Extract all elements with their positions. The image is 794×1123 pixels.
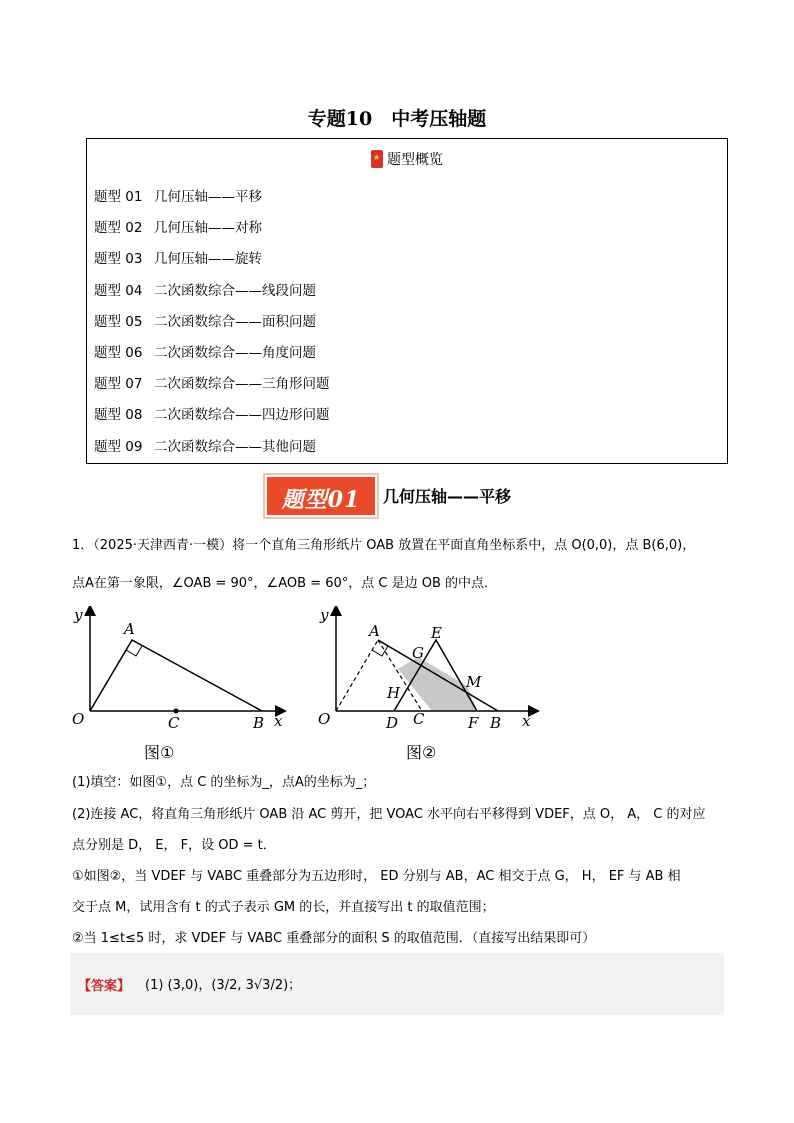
label-h: H (387, 684, 401, 702)
question-part-2a: (2)连接 AC，将直角三角形纸片 OAB 沿 AC 剪开，把 VOAC 水平向右平移得到 VDEF，点 O， A， C 的对应 (72, 807, 706, 822)
question-part-3b: 交于点 M，试用含有 t 的式子表示 GM 的长，并直接写出 t 的取值范围； (72, 900, 495, 915)
item-text: 二次函数综合——角度问题 (154, 344, 316, 361)
figure-2 (318, 606, 534, 762)
overview-list (94, 187, 330, 468)
label-a: A (124, 620, 135, 638)
list-item (94, 374, 330, 405)
label-x: x (522, 712, 531, 730)
section-title: 几何压轴——平移 (383, 487, 512, 506)
list-item (94, 312, 330, 343)
item-text: 二次函数综合——三角形问题 (154, 376, 330, 393)
item-text: 几何压轴——旋转 (154, 251, 262, 268)
item-text: 二次函数综合——面积问题 (154, 313, 316, 330)
label-y: y (320, 606, 329, 624)
list-item (94, 281, 330, 312)
item-text: 二次函数综合——其他问题 (154, 438, 316, 455)
label-y: y (74, 606, 83, 624)
book-icon (371, 150, 383, 168)
label-g: G (412, 644, 424, 662)
overview-heading (87, 149, 727, 169)
label-o: O (318, 710, 331, 728)
item-text: 几何压轴——对称 (154, 220, 262, 237)
answer-label: 【答案】 (78, 979, 131, 994)
label-d: D (386, 714, 399, 732)
list-item (94, 187, 330, 218)
label-b: B (490, 714, 502, 732)
question-part-3a: ①如图②，当 VDEF 与 VABC 重叠部分为五边形时， ED 分别与 AB，AC 相交于点 G， H， EF 与 AB 相 (72, 869, 681, 884)
list-item (94, 343, 330, 374)
figure-2-caption: 图② (406, 743, 437, 762)
section-badge-text: 题型01 (281, 487, 361, 513)
item-number: 题型 06 (94, 344, 143, 361)
question-line-2: 点A在第一象限，∠OAB = 90°，∠AOB = 60°，点 C 是边 OB 的中点． (72, 576, 497, 591)
item-number: 题型 09 (94, 438, 143, 455)
triangle-oab (90, 640, 262, 711)
item-number: 题型 07 (94, 376, 143, 393)
answer-value: (1) (3,0)，(3/2, 3√3/2)； (145, 978, 302, 993)
label-b: B (253, 714, 265, 732)
label-c: C (168, 714, 180, 732)
label-c: C (413, 710, 425, 728)
label-f: F (468, 714, 479, 732)
question-part-2b: 点分别是 D， E， F，设 OD = t． (72, 838, 276, 853)
item-number: 题型 02 (94, 220, 143, 237)
section-badge (263, 473, 379, 519)
label-e: E (431, 624, 442, 642)
question-line-1: 1．（2025·天津西青·一模）将一个直角三角形纸片 OAB 放置在平面直角坐标系中，点 O(0,0)，点 B(6,0)， (72, 538, 696, 553)
figure-1 (72, 606, 283, 762)
list-item (94, 405, 330, 436)
item-text: 二次函数综合——线段问题 (154, 282, 316, 299)
page-title: 专题10 中考压轴题 (307, 108, 487, 130)
list-item (94, 437, 330, 468)
segment-oa (336, 640, 378, 711)
figure-1-caption: 图① (144, 743, 175, 762)
list-item (94, 218, 330, 249)
item-number: 题型 03 (94, 251, 143, 268)
list-item (94, 249, 330, 280)
item-number: 题型 05 (94, 313, 143, 330)
label-a: A (369, 622, 380, 640)
answer-box (70, 953, 724, 1015)
item-number: 题型 04 (94, 282, 143, 299)
question-part-4: ②当 1≤t≤5 时，求 VDEF 与 VABC 重叠部分的面积 S 的取值范围．（直接写出结果即可） (72, 931, 596, 946)
overview-box (86, 138, 728, 464)
point-c (174, 709, 179, 714)
item-number: 题型 01 (94, 189, 143, 205)
item-text: 几何压轴——平移 (154, 189, 262, 205)
overview-heading-text: 题型概览 (387, 152, 443, 168)
geometry-figures (66, 606, 546, 766)
label-o: O (72, 710, 85, 728)
item-number: 题型 08 (94, 407, 143, 424)
item-text: 二次函数综合——四边形问题 (154, 407, 330, 424)
question-part-1: (1)填空：如图①，点 C 的坐标为_，点A的坐标为_； (72, 775, 376, 790)
right-angle-mark (372, 646, 388, 656)
label-x: x (274, 712, 283, 730)
label-m: M (466, 673, 482, 691)
